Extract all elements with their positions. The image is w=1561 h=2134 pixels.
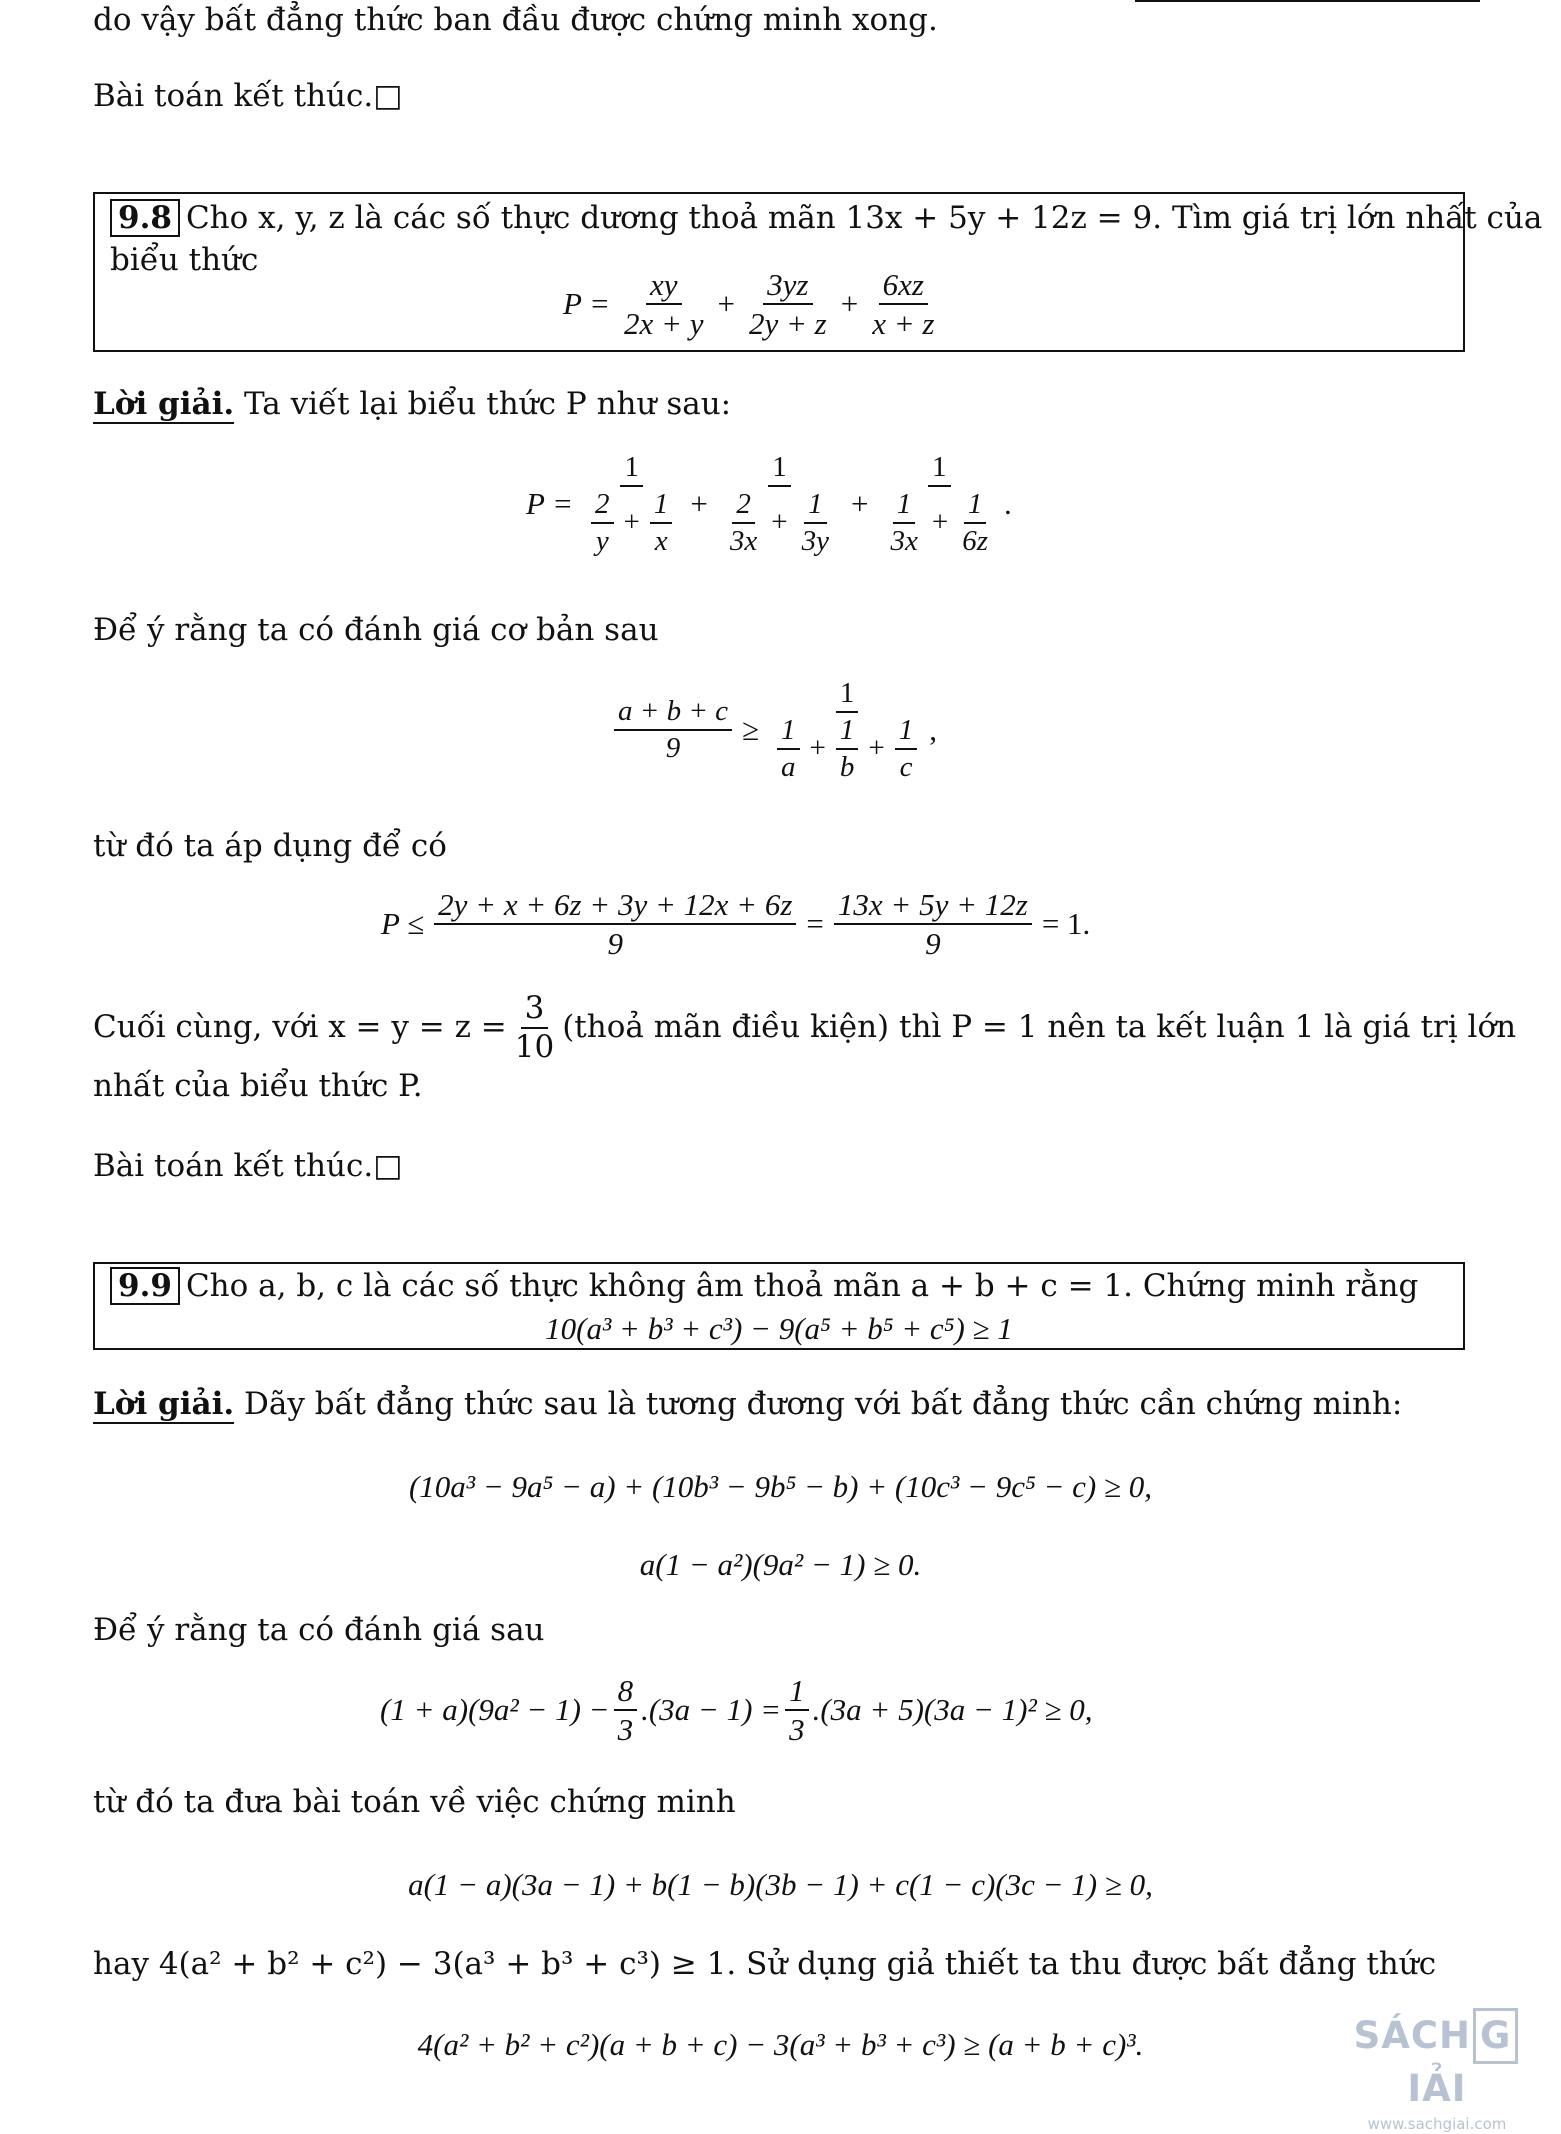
solution-9-9-intro-line bbox=[93, 1384, 1468, 1426]
solution-label: Lời giải. bbox=[93, 386, 235, 422]
conclusion-line2: nhất của biểu thức P. bbox=[93, 1068, 423, 1104]
solution-9-8-intro: Ta viết lại biểu thức P như sau: bbox=[244, 386, 732, 422]
sachgiai-logo: SÁCH GIẢI www.sachgiai.com bbox=[1352, 2008, 1522, 2134]
solution-label: Lời giải. bbox=[93, 1386, 235, 1422]
solution-9-9-intro: Dãy bất đẳng thức sau là tương đương với bất đẳng thức cần chứng minh: bbox=[244, 1386, 1403, 1422]
problem-9-8-line2: biểu thức bbox=[110, 242, 259, 278]
end-mark-2: Bài toán kết thúc.□ bbox=[93, 1148, 403, 1184]
problem-9-9-box bbox=[93, 1262, 1465, 1350]
problem-9-8-box bbox=[93, 192, 1543, 352]
problem-9-9-formula: 10(a³ + b³ + c³) − 9(a⁵ + b⁵ + c⁵) ≥ 1 bbox=[545, 1311, 1013, 1346]
equation-4: a(1 − a)(3a − 1) + b(1 − b)(3b − 1) + c(1 − c)(3c − 1) ≥ 0, bbox=[408, 1867, 1153, 1902]
apply-line: từ đó ta áp dụng để có bbox=[93, 828, 447, 864]
bound-formula: P ≤ $\frac{2y + x + 6z + 3y + 12x + 6z}{9}$ = $\frac{13x + 5y + 12z}{9}$ = 1. bbox=[381, 887, 1091, 962]
problem-9-9-line1 bbox=[110, 1266, 1418, 1308]
conclusion-line1: Cuối cùng, với x = y = z = $\frac{3}{10}$ (thoả mãn điều kiện) thì P = 1 nên ta kết luận 1 là giá trị lớn bbox=[93, 990, 1517, 1066]
top-line: do vậy bất đẳng thức ban đầu được chứng minh xong. bbox=[93, 2, 938, 38]
end-mark-1: Bài toán kết thúc.□ bbox=[93, 78, 403, 114]
equation-2: a(1 − a²)(9a² − 1) ≥ 0. bbox=[639, 1547, 922, 1582]
or-line: hay 4(a² + b² + c²) − 3(a³ + b³ + c³) ≥ 1. Sử dụng giả thiết ta thu được bất đẳng thức bbox=[93, 1946, 1437, 1982]
basic-inequality: $\frac{a + b + c}{9}$ ≥ 1 $\frac{1}{a}$ + $\frac{1}{b}$ + $\frac{1}{c}$ , bbox=[610, 676, 937, 784]
solution-9-8-intro-line bbox=[93, 384, 1468, 426]
equation-1: (10a³ − 9a⁵ − a) + (10b³ − 9b⁵ − b) + (10c³ − 9c⁵ − c) ≥ 0, bbox=[408, 1469, 1153, 1504]
problem-9-8-line1 bbox=[110, 198, 1542, 240]
rewrite-formula: P = 1 $\frac{2}{y}$ + $\frac{1}{x}$ + 1 $\frac{2}{3x}$ + $\frac{1}{3y}$ + 1 $\frac{1}{3x}$ + $\frac{1}{6z}$ . bbox=[526, 451, 1012, 557]
equation-5: 4(a² + b² + c²)(a + b + c) − 3(a³ + b³ + c³) ≥ (a + b + c)³. bbox=[417, 2027, 1144, 2062]
problem-9-8-statement: Cho x, y, z là các số thực dương thoả mãn 13x + 5y + 12z = 9. Tìm giá trị lớn nhất của bbox=[185, 200, 1543, 236]
basic-estimate-note: Để ý rằng ta có đánh giá cơ bản sau bbox=[93, 612, 659, 648]
problem-number-9-9: 9.9 bbox=[110, 1267, 180, 1305]
problem-9-8-formula: P = $\frac{xy}{2x + y}$ + $\frac{3yz}{2y + z}$ + $\frac{6xz}{x + z}$ bbox=[563, 267, 935, 342]
problem-number-9-8: 9.8 bbox=[110, 199, 180, 237]
equation-3: (1 + a)(9a² − 1) − $\frac{8}{3}$ .(3a − 1) = $\frac{1}{3}$ .(3a + 5)(3a − 1)² ≥ 0, bbox=[380, 1673, 1093, 1748]
problem-9-9-statement: Cho a, b, c là các số thực không âm thoả mãn a + b + c = 1. Chứng minh rằng bbox=[185, 1268, 1419, 1304]
estimate-note: Để ý rằng ta có đánh giá sau bbox=[93, 1612, 545, 1648]
reduce-line: từ đó ta đưa bài toán về việc chứng minh bbox=[93, 1784, 736, 1820]
sachgiai-url: www.sachgiai.com bbox=[1367, 2114, 1507, 2133]
